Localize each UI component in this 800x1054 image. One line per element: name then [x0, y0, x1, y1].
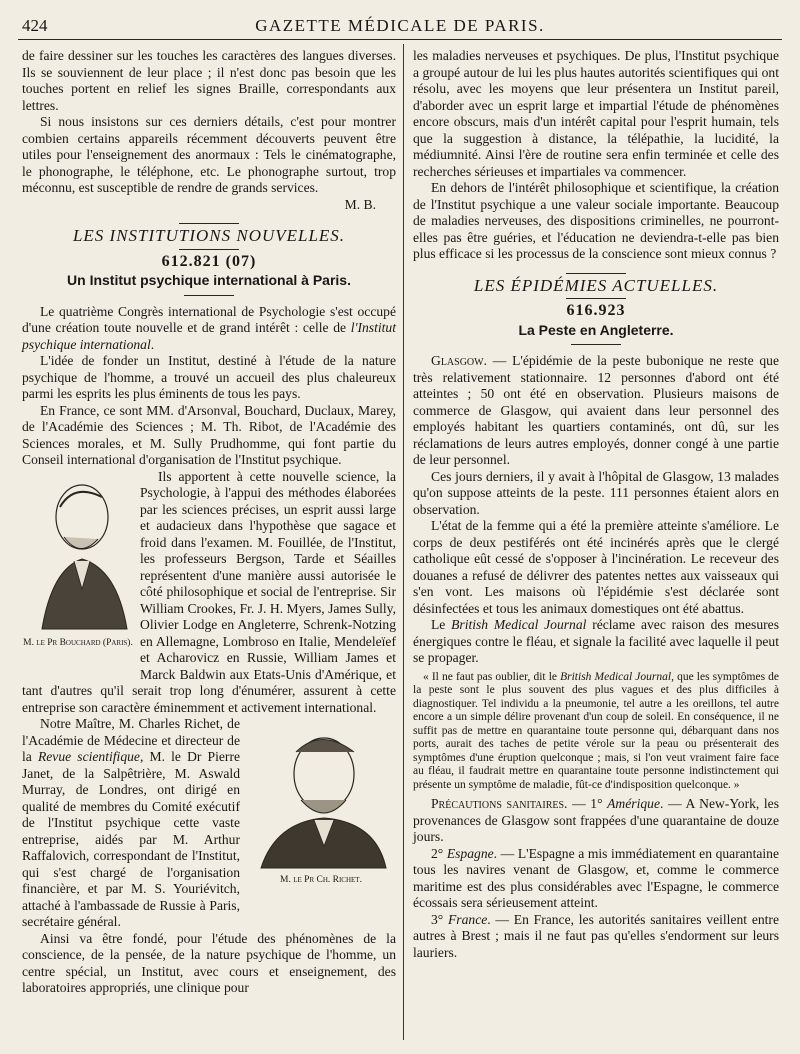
paragraph: Si nous insistons sur ces derniers détails, c'est pour montrer combien certains appareils récemment découverts peuvent être utiles pour l'enseignement des anormaux : Tels le cinématographe, le phonographe, le téléphone, etc. Le phonographe surtout, trop méconnu, est susceptible de rendre de grands services. — [22, 114, 396, 195]
section-title: LES ÉPIDÉMIES ACTUELLES. — [413, 273, 779, 300]
page-header — [18, 14, 782, 40]
signature: M. B. — [344, 196, 376, 212]
section-code: 612.821 (07) — [161, 252, 257, 270]
paragraph: En dehors de l'intérêt philosophique et scientifique, la création de l'Institut psychique a une valeur sociale importante. Beaucoup de maladies nerveuses, des dispositions criminelles, ne pourront-elles pas être guéries, et l'éducation ne deviendra-t-elle pas bien plus efficace si les processus de la conscience sont mieux connus ? — [413, 180, 779, 261]
paragraph: Notre Maître, M. Charles Richet, de l'Académie de Médecine et directeur de la Revue scientifique, M. le Dr Pierre Janet, de la Salpêtrière, M. Aswald Murray, de Londres, ont dirigé en qualité de membres du Comité exécutif de l'Institut psychique cette vaste entreprise, aidés par M. Arthur Raffalovich, correspondant de l'Institut, qui s'est chargé de l'organisation financière, et par M. S. Youriévitch, attaché à l'ambassade de Russie à Paris, secrétaire général. — [22, 716, 241, 929]
paragraph: En France, ce sont MM. d'Arsonval, Bouchard, Duclaux, Marey, de l'Académie des Sciences ; M. Th. Ribot, de l'Académie des Sciences morales, et M. Sully Prudhomme, qui font partie du Conseil international d'organisation de l'Institut psychique. — [22, 402, 396, 467]
page-number: 424 — [22, 16, 48, 35]
paragraph: L'état de la femme qui a été la première atteinte s'améliore. Le corps de deux pestiférés ont été incinérés après que le clergé catholique eût cessé de s'opposer à l'incinération. Le receveur des douanes a refusé de délivrer des patentes nettes aux vaisseaux qui s'en vont. Les maisons où l'épidémie s'est déclarée sont désinfectées et tous les animaux domestiques ont été abattus. — [413, 518, 779, 616]
portrait-illustration — [22, 469, 134, 634]
column-divider — [403, 44, 404, 1040]
journal-title: GAZETTE MÉDICALE DE PARIS. — [255, 16, 545, 35]
quotation: « Il ne faut pas oublier, dit le British Medical Journal, que les symptômes de la peste sont le plus souvent des plus vagues et des plus difficiles à diagnostiquer. Tel individu a la pneumonie, tel autre a les oreillons, tel autre encore a un simple délire provenant d'un coup de soleil. En conséquence, il ne suffit pas de mettre en quarantaine toute personne qui, débarquant dans nos ports, aurait des taches de petite vérole sur la peau ou présenterait des symptômes d'une éruption quelconque ; mais, si l'on veut vraiment faire face au fléau, il faudrait mettre en quarantaine toute personne indistinctement qui présente un symptôme de maladie, fût-ce d'indisposition quelconque. » — [413, 670, 780, 791]
figure-richet — [246, 722, 396, 902]
section-code: 616.923 — [566, 302, 626, 319]
paragraph: 3° France. — En France, les autorités sanitaires veillent entre autres à Brest ; mais il ne faut pas qu'elles s'endorment sur leurs lauriers. — [413, 911, 779, 960]
paragraph: Le quatrième Congrès international de Psychologie s'est occupé d'une création toute nouvelle et de grand intérêt : celle de l'Institut psychique international. — [22, 303, 396, 352]
paragraph: Précautions sanitaires. — 1° Amérique. — A New-York, les provenances de Glasgow sont frappées d'une quarantaine de douze jours. — [413, 796, 780, 844]
paragraph: Glasgow. — L'épidémie de la peste bubonique ne reste que très relativement stationnaire. 12 personnes d'abord ont été atteintes ; 50 ont été en observation. Plusieurs maisons de commerce de Glasgow, qui avaient dans leur personnel des employés habitant les quartiers contaminés, ont dû, sur les réclamations de leurs autres employés, donner congé à une partie de leur personnel. — [413, 353, 779, 467]
paragraph: de faire dessiner sur les touches les caractères des langues diverses. Ils se souviennent de leur place ; il n'est donc pas besoin que les touches portent en relief les signes Braille, correspondants aux lettres. — [22, 48, 396, 113]
paragraph: Le British Medical Journal réclame avec raison des mesures énergiques contre le fléau, et signale la facilité avec laquelle il peut se propager. — [413, 617, 779, 665]
paragraph: L'idée de fonder un Institut, destiné à l'étude de la nature psychique de l'homme, a trouvé un accueil des plus chaleureux parmi les esprits les plus éminents de tous les pays. — [22, 353, 396, 401]
article-title: La Peste en Angleterre. — [413, 322, 779, 346]
left-column — [22, 48, 396, 997]
figure-caption: M. le Pr Ch. Richet. — [280, 874, 362, 885]
paragraph: Ainsi va être fondé, pour l'étude des phénomènes de la conscience, de la pensée, de la nature psychique de l'homme, un centre spécial, un Institut, avec cours et enseignement, des laboratoires appropriés, une clinique pour — [22, 930, 396, 995]
paragraph: les maladies nerveuses et psychiques. De plus, l'Institut psychique a groupé autour de lui les plus hautes autorités scientifiques qui ont résolu, avec les moyens que leur présentera un Institut pareil, d'aborder avec un esprit large et impartial l'étude de phénomènes encore obscurs, mais d'un intérêt capital pour l'esprit humain, tels que la suggestion à distance, la télépathie, la lucidité, la médiumnité. Ainsi l'ère de routine sera enfin terminée et celle des recherches sérieuses et impartiales va commencer. — [413, 48, 779, 179]
paragraph: Ces jours derniers, il y avait à l'hôpital de Glasgow, 13 malades qu'on suppose atteints de la peste. 111 personnes étaient alors en observation. — [413, 468, 779, 517]
article-title: Un Institut psychique international à Paris. — [22, 272, 396, 296]
figure-caption: M. le Pr Bouchard (Paris). — [23, 638, 133, 648]
paragraph: 2° Espagne. — L'Espagne a mis immédiatement en quarantaine tous les navires venant de Glasgow, et, comme le commerce maritime est des plus considérables avec l'Espagne, le commerce écossais sera sérieusement atteint. — [413, 845, 779, 910]
section-title: LES INSTITUTIONS NOUVELLES. — [22, 223, 396, 250]
portrait-illustration — [246, 722, 396, 870]
figure-bouchard — [22, 469, 134, 669]
paragraph: Ils apportent à cette nouvelle science, la Psychologie, à l'appui des méthodes élaborées par les sciences précises, un esprit aussi large et audacieux dans l'hypothèse que sagace et froid dans l'examen. M. Fouillée, de l'Institut, les professeurs Bergson, Tarde et Séailles représentent d'une manière aussi autorisée le côté philosophique et social de l'entreprise. Sir William Crookes, Fr. J. H. Myers, James Sully, Olivier Lodge en Angleterre, Schrenk-Notzing en Allemagne, Lombroso en Italie, Mendeleïef et Acharovicz en Russie, William James et Marck Baldwin aux Etats-Unis d'Amérique, et tant d'autres qu'il serait trop long d'énumérer, assurent à cette entreprise son caractère éminemment et activement international. — [22, 468, 396, 715]
right-column — [413, 48, 779, 961]
